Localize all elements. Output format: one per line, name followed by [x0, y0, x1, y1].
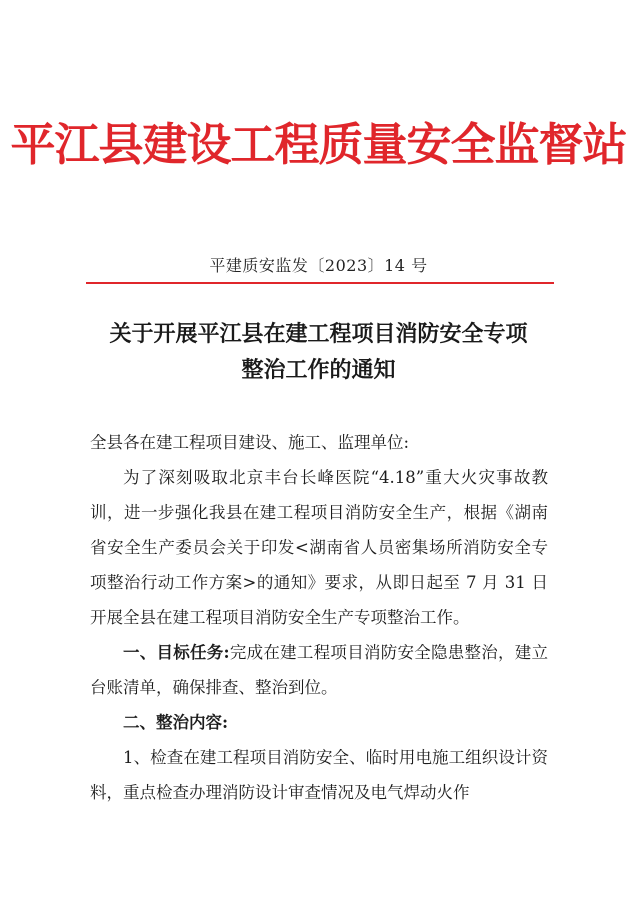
letterhead-org-name: 平江县建设工程质量安全监督站: [10, 118, 627, 171]
notice-title: [0, 316, 637, 388]
content-item-1: 1、检查在建工程项目消防安全、临时用电施工组织设计资料，重点检查办理消防设计审查情况及电气焊动火作: [90, 748, 548, 802]
red-divider-line: [86, 282, 554, 284]
paragraph-background: 为了深刻吸取北京丰台长峰医院“4.18”重大火灾事故教训，进一步强化我县在建工程项目消防安全生产，根据《湖南省安全生产委员会关于印发<湖南省人员密集场所消防安全专项整治行动工作方案>的通知》要求，从即日起至 7 月 31 日开展全县在建工程项目消防安全生产专项整治工作。: [90, 468, 548, 627]
notice-body: [90, 425, 548, 810]
notice-title-line-1: 关于开展平江县在建工程项目消防安全专项: [109, 321, 528, 347]
section-goals-text: 完成在建工程项目消防安全隐患整治，建立台账清单，确保排查、整治到位。: [90, 643, 549, 697]
section-content-heading: 二、整治内容:: [123, 713, 229, 732]
document-number: 平建质安监发〔2023〕14 号: [209, 256, 428, 275]
salutation: 全县各在建工程项目建设、施工、监理单位:: [90, 433, 410, 452]
section-goals: [90, 635, 548, 705]
notice-title-line-2: 整治工作的通知: [241, 357, 396, 383]
section-goals-heading: 一、目标任务:: [123, 643, 230, 662]
